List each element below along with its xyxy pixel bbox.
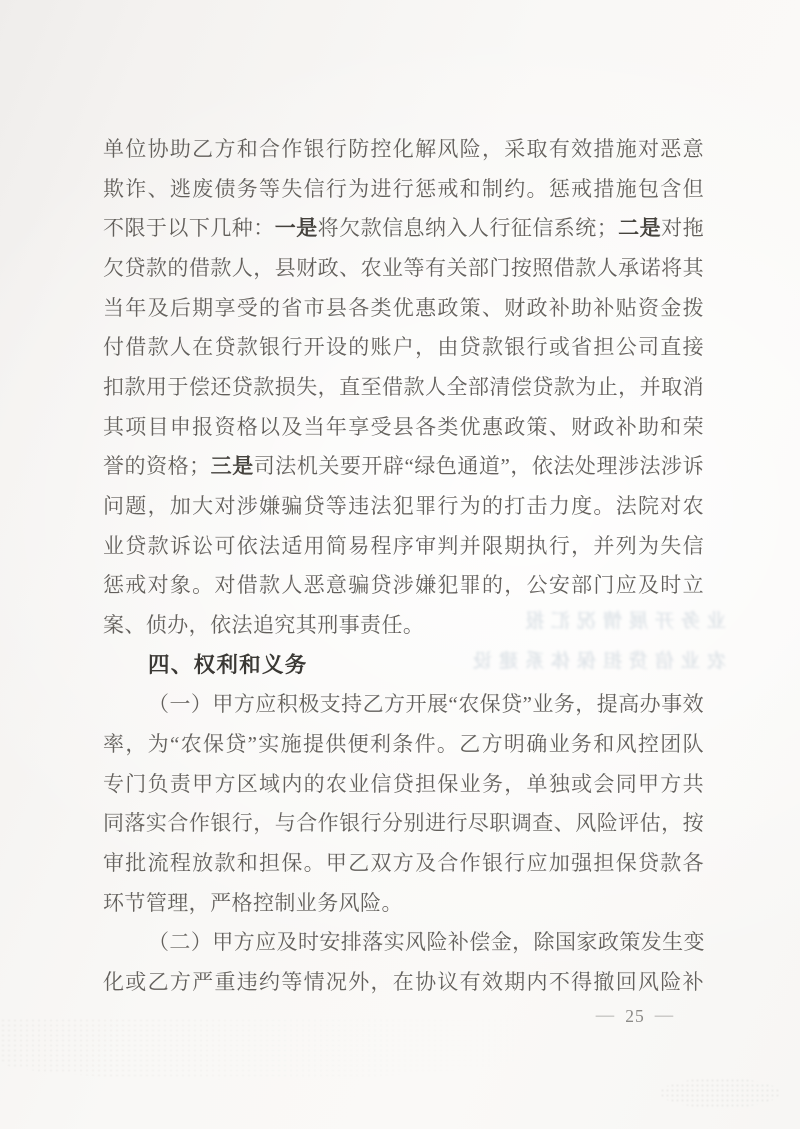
page-number-dash-left: — xyxy=(595,1007,616,1024)
text-segment: 四、权利和义务 xyxy=(148,652,308,677)
text-segment: 誉的资格； xyxy=(103,454,211,479)
text-segment: 不限于以下几种： xyxy=(103,216,275,241)
section-heading xyxy=(103,646,704,686)
text-line xyxy=(103,249,704,289)
text-segment: 司法机关要开辟“绿色通道”，依法处理涉法涉诉 xyxy=(253,454,704,479)
text-segment: 业贷款诉讼可依法适用简易程序审判并限期执行，并列为失信 xyxy=(103,533,704,558)
text-line xyxy=(103,884,704,924)
text-line xyxy=(103,725,704,765)
ink-bleedthrough-text: 业务开展情况汇报 xyxy=(517,611,726,632)
ink-bleedthrough-text: 农业信贷担保体系建设 xyxy=(465,651,726,672)
scanner-noise-band xyxy=(0,1018,590,1080)
text-segment: （一）甲方应积极支持乙方开展“农保贷”业务，提高办事效 xyxy=(148,692,704,717)
text-line xyxy=(103,963,704,1003)
text-segment: 其项目申报资格以及当年享受县各类优惠政策、财政补助和荣 xyxy=(103,414,704,439)
text-segment: 单位协助乙方和合作银行防控化解风险，采取有效措施对恶意 xyxy=(103,137,704,161)
text-segment: 问题，加大对涉嫌骗贷等违法犯罪行为的打击力度。法院对农 xyxy=(103,494,704,519)
text-segment: 付借款人在贷款银行开设的账户，由贷款银行或省担公司直接 xyxy=(103,335,704,360)
bold-text-segment: 一是 xyxy=(274,216,318,241)
text-line xyxy=(103,606,704,646)
text-segment: 当年及后期享受的省市县各类优惠政策、财政补助补贴资金拨 xyxy=(103,295,704,320)
text-segment: 欺诈、逃废债务等失信行为进行惩戒和制约。惩戒措施包含但 xyxy=(103,176,704,201)
text-segment: 率，为“农保贷”实施提供便利条件。乙方明确业务和风控团队 xyxy=(103,732,704,757)
text-segment: 将欠款信息纳入人行征信系统； xyxy=(317,216,619,241)
text-segment: 化或乙方严重违约等情况外，在协议有效期内不得撤回风险补 xyxy=(103,970,704,995)
bold-text-segment: 三是 xyxy=(210,454,254,479)
text-line xyxy=(103,765,704,805)
page-number-value: 25 xyxy=(625,1005,645,1026)
document-body-text xyxy=(103,130,704,1003)
text-line xyxy=(103,289,704,329)
text-line xyxy=(103,527,704,567)
text-line xyxy=(103,130,704,170)
text-segment: 对拖 xyxy=(661,216,705,241)
text-line xyxy=(103,447,704,487)
text-line xyxy=(103,209,704,249)
bold-text-segment: 二是 xyxy=(618,216,662,241)
text-line xyxy=(103,368,704,408)
scanner-noise-smudge xyxy=(660,1078,780,1108)
text-segment: 案、侦办，依法追究其刑事责任。 xyxy=(103,613,425,638)
text-line xyxy=(103,487,704,527)
text-segment: 扣款用于偿还贷款损失，直至借款人全部清偿贷款为止，并取消 xyxy=(103,375,704,400)
text-segment: 同落实合作银行，与合作银行分别进行尽职调查、风险评估，按 xyxy=(103,811,704,836)
text-segment: 专门负责甲方区域内的农业信贷担保业务，单独或会同甲方共 xyxy=(103,771,704,796)
text-line xyxy=(103,328,704,368)
text-segment: 环节管理，严格控制业务风险。 xyxy=(103,890,403,915)
text-line xyxy=(103,170,704,210)
text-segment: （二）甲方应及时安排落实风险补偿金，除国家政策发生变 xyxy=(148,930,705,955)
text-segment: 惩戒对象。对借款人恶意骗贷涉嫌犯罪的，公安部门应及时立 xyxy=(103,573,704,598)
text-line xyxy=(103,685,704,725)
page-number xyxy=(570,1001,700,1031)
text-segment: 欠贷款的借款人，县财政、农业等有关部门按照借款人承诺将其 xyxy=(103,256,704,281)
text-segment: 审批流程放款和担保。甲乙双方及合作银行应加强担保贷款各 xyxy=(103,851,704,876)
text-line xyxy=(103,804,704,844)
text-line xyxy=(103,566,704,606)
page-number-dash-right: — xyxy=(654,1007,675,1024)
text-line xyxy=(103,923,704,963)
text-line xyxy=(103,408,704,448)
text-line xyxy=(103,844,704,884)
